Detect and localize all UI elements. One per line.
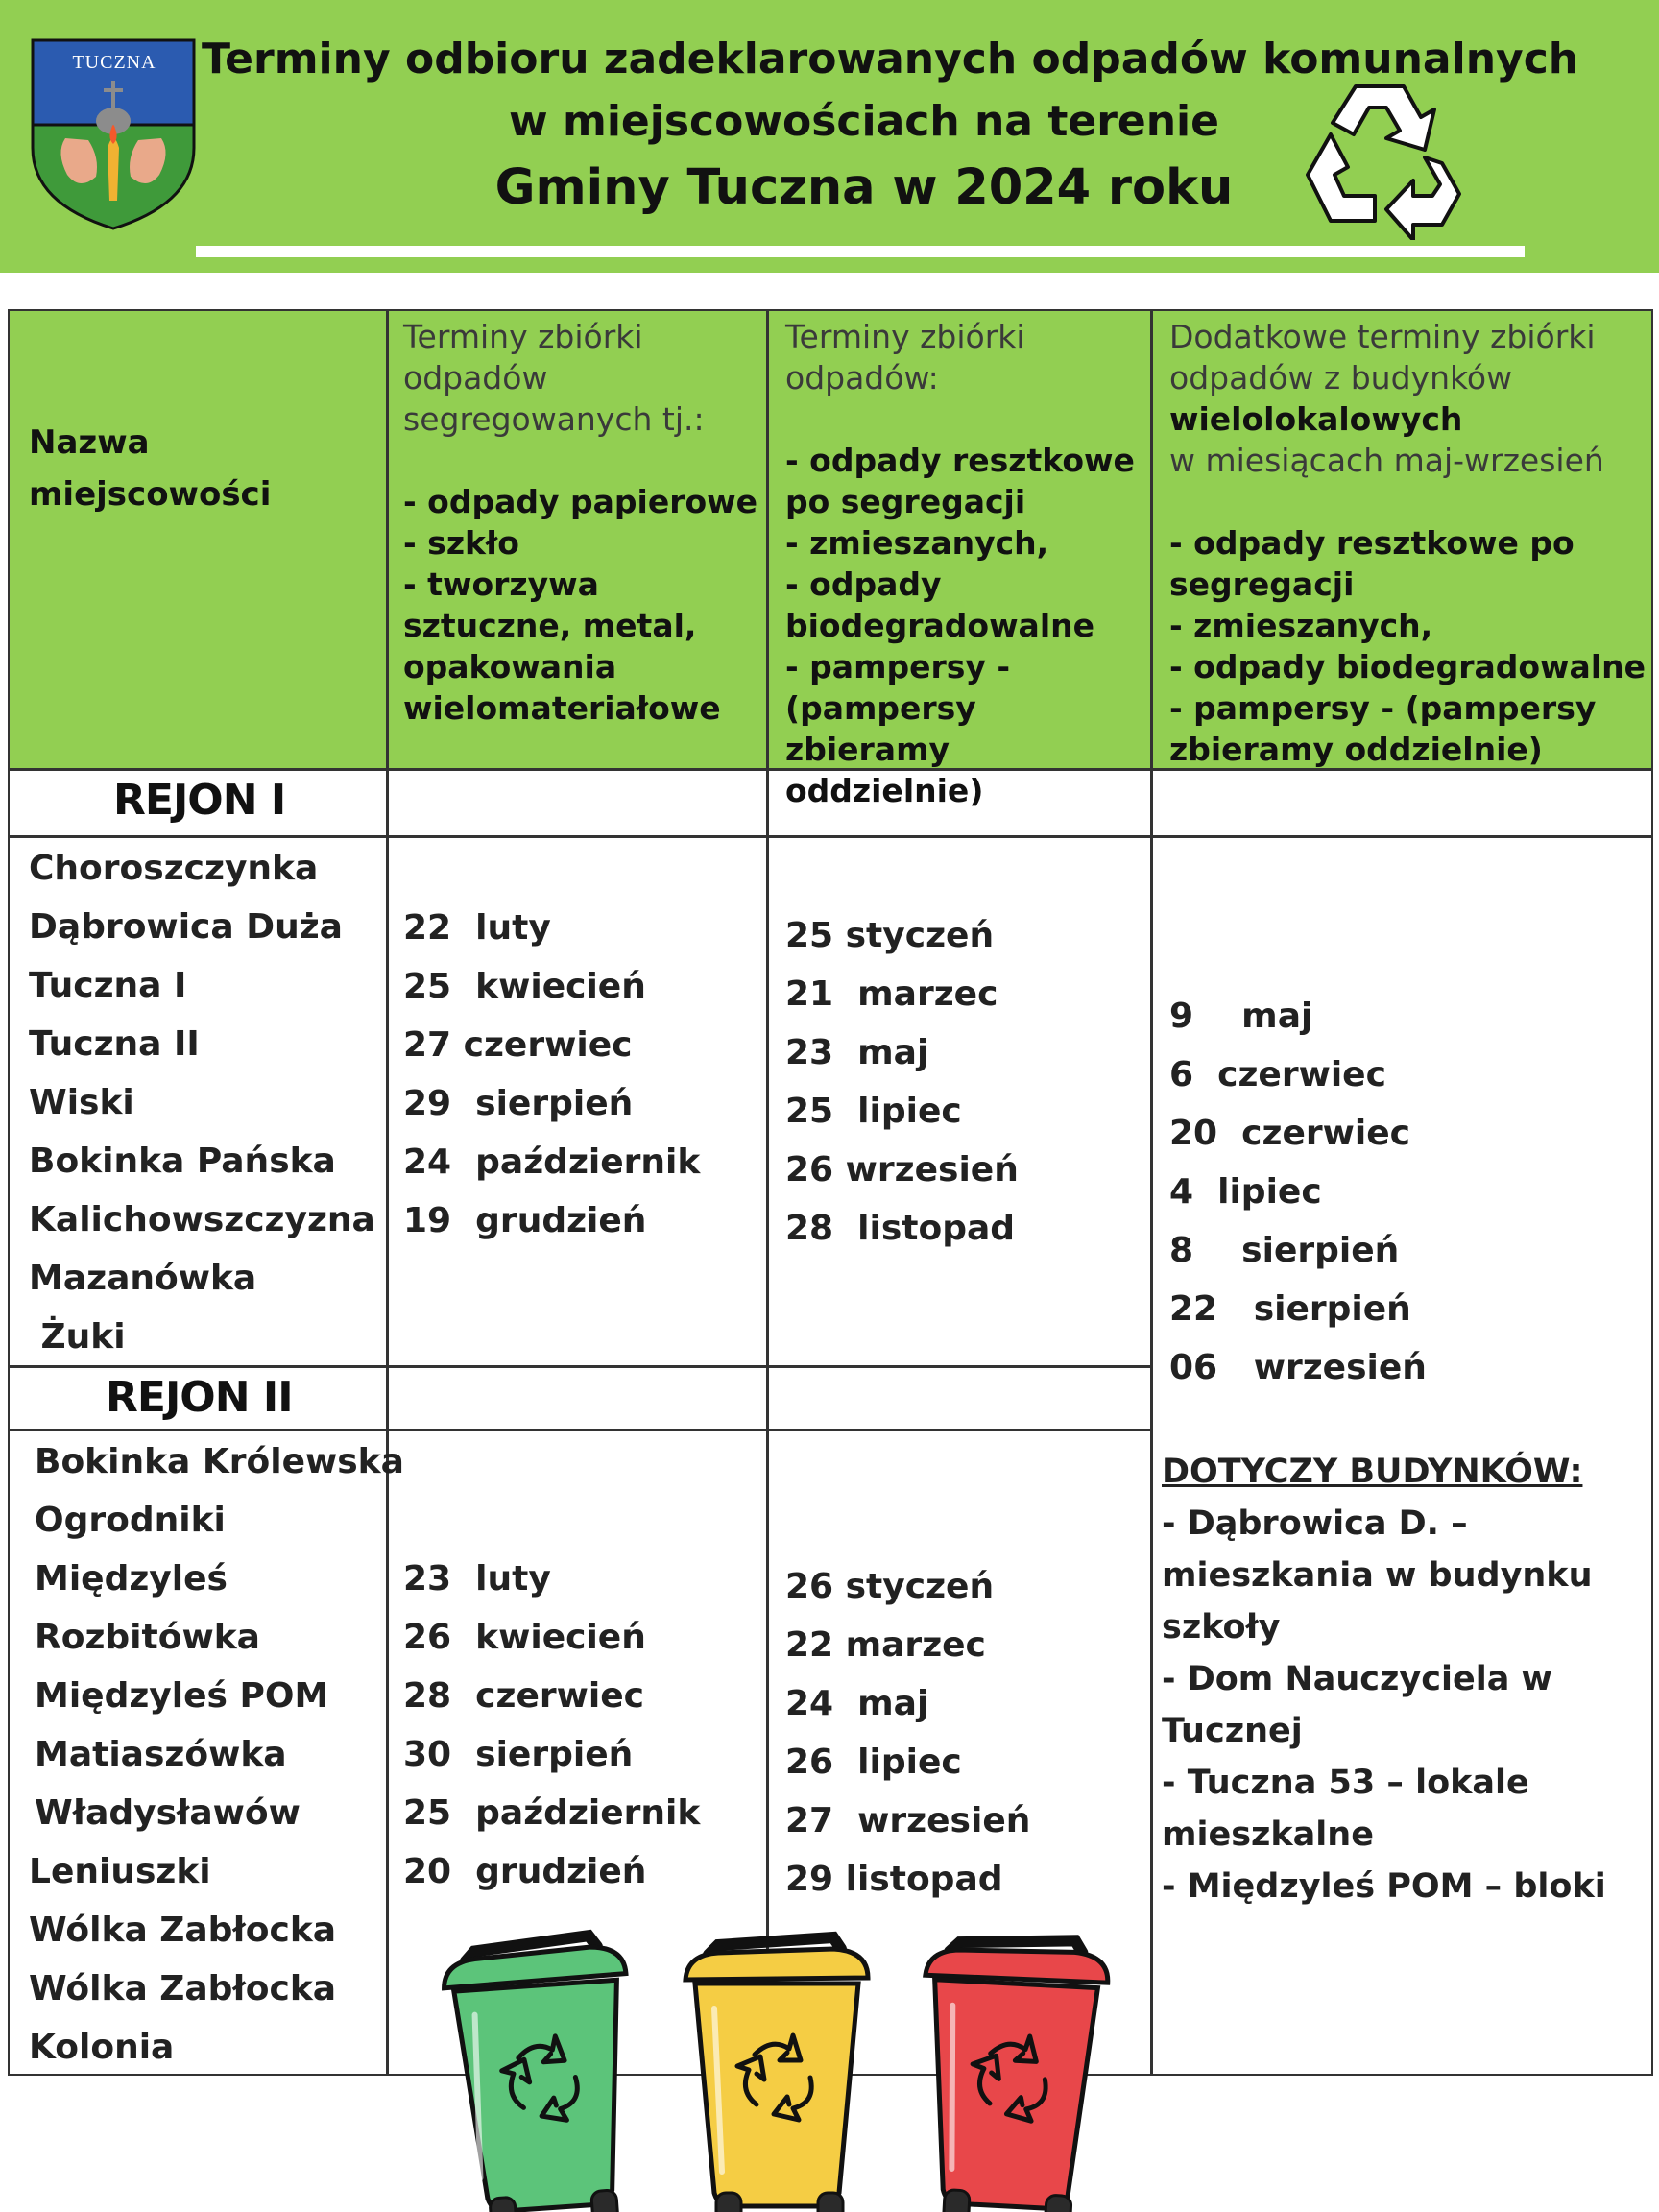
list-item: 27 czerwiec [403,1025,633,1065]
list-item: Kalichowszczyzna [29,1200,375,1239]
list-item: Międzyleś POM [35,1676,329,1716]
region-2-label: REJON II [106,1373,293,1422]
list-item: 26 styczeń [785,1567,995,1606]
header-divider [196,246,1525,257]
note-line: mieszkalne [1162,1815,1374,1854]
row-divider [10,1429,1152,1431]
list-item: 20 czerwiec [1169,1114,1410,1153]
region-2-mixed-dates [785,1557,1030,1909]
region-2-localities [29,1432,404,2077]
list-item: 19 grudzień [403,1201,647,1240]
list-item: 06 wrzesień [1169,1348,1427,1387]
list-item: 22 marzec [785,1625,986,1665]
region-1-mixed-dates [785,906,1019,1258]
list-item: Choroszczynka [29,849,319,888]
list-item: 4 lipiec [1169,1172,1322,1212]
note-line: - Dom Nauczyciela w [1162,1660,1552,1698]
list-item: 28 czerwiec [403,1676,644,1716]
list-item: Leniuszki [29,1852,211,1891]
title-line-2: w miejscowościach na terenie [509,97,1219,146]
recycle-icon [441,1934,643,2212]
recycle-icon [1298,79,1461,240]
list-item: Tuczna I [29,966,187,1005]
list-item: Rozbitówka [35,1618,260,1657]
list-item: Bokinka Królewska [35,1442,404,1481]
list-item: Matiaszówka [35,1735,287,1774]
list-item: 29 sierpień [403,1084,634,1123]
waste-bins-illustration [422,1905,1152,2212]
list-item: 21 marzec [785,974,998,1014]
list-item: 25 styczeń [785,916,995,955]
header-banner [0,0,1659,273]
list-item: 24 październik [403,1142,701,1182]
note-line: Tucznej [1162,1712,1303,1750]
list-item: Wiski [29,1083,134,1122]
list-item: 8 sierpień [1169,1231,1400,1270]
list-item: Bokinka Pańska [29,1142,336,1181]
list-item: 29 listopad [785,1860,1003,1899]
list-item: Międzyleś [35,1559,228,1599]
title-line-1: Terminy odbioru zadeklarowanych odpadów komunalnych [202,35,1579,84]
region-1-label: REJON I [113,776,286,825]
list-item: 24 maj [785,1684,929,1723]
list-item: 9 maj [1169,997,1313,1036]
note-line: - Tuczna 53 – lokale [1162,1764,1529,1802]
list-item: Mazanówka [29,1259,257,1298]
list-item: 6 czerwiec [1169,1055,1386,1094]
header-additional: Dodatkowe terminy zbiórki odpadów z budynków wielolokalowych w miesiącach maj-wrzesień - odpady resztkowe po segregacji - zmieszanych, - odpady biodegradowalne - pampersy - (pampersy zbieramy oddzielnie) [1169,318,1646,768]
green-bin [441,1934,643,2212]
note-line: szkoły [1162,1608,1281,1647]
region-2-segregated-dates [403,1550,700,1901]
list-item: 22 sierpień [1169,1289,1411,1329]
red-bin [912,1933,1110,2212]
list-item: Dąbrowica Duża [29,907,343,947]
list-item: 26 lipiec [785,1743,962,1782]
list-item: 27 wrzesień [785,1801,1031,1840]
column-divider [766,311,769,2076]
list-item: 20 grudzień [403,1852,647,1891]
title-line-3: Gminy Tuczna w 2024 roku [494,159,1234,216]
additional-dates [1169,987,1427,1397]
buildings-note [1162,1446,1642,1912]
list-item: 28 listopad [785,1209,1016,1248]
list-item: Tuczna II [29,1024,200,1064]
recycle-icon [685,1937,868,2212]
note-line: - Międzyleś POM – bloki [1162,1867,1606,1906]
list-item: 22 luty [403,908,551,948]
yellow-bin [685,1937,868,2212]
header-mixed: Terminy zbiórki odpadów: - odpady resztkowe po segregacji - zmieszanych, - odpady biodegradowalne - pampersy - (pampersy zbieramy oddzielnie) [785,318,1135,809]
list-item: Żuki [29,1317,126,1357]
column-divider [1150,311,1153,2076]
region-1-localities [29,839,375,1366]
list-item: 25 październik [403,1793,701,1833]
list-item: Ogrodniki [35,1501,226,1540]
note-line: - Dąbrowica D. – [1162,1504,1468,1543]
list-item: Wólka Zabłocka [29,1969,337,2008]
crest-text: TUCZNA [72,52,156,73]
header-locality-name: Nazwa miejscowości [29,423,272,514]
list-item: Wólka Zabłocka [29,1911,337,1950]
list-item: 30 sierpień [403,1735,634,1774]
list-item: 25 lipiec [785,1092,962,1131]
list-item: Władysławów [35,1793,301,1833]
note-title: DOTYCZY BUDYNKÓW: [1162,1453,1583,1491]
header-segregated: Terminy zbiórki odpadów segregowanych tj.: - odpady papierowe - szkło - tworzywa sztuczne, metal, opakowania wielomateriałowe [403,318,758,727]
region-1-segregated-dates [403,899,700,1250]
list-item: 26 wrzesień [785,1150,1019,1190]
list-item: 26 kwiecień [403,1618,646,1657]
list-item: 23 maj [785,1033,929,1072]
list-item: 25 kwiecień [403,967,646,1006]
note-line: mieszkania w budynku [1162,1556,1593,1595]
row-divider [10,835,1651,838]
list-item: 23 luty [403,1559,551,1599]
recycle-icon [912,1933,1110,2212]
list-item: Kolonia [29,2028,175,2067]
